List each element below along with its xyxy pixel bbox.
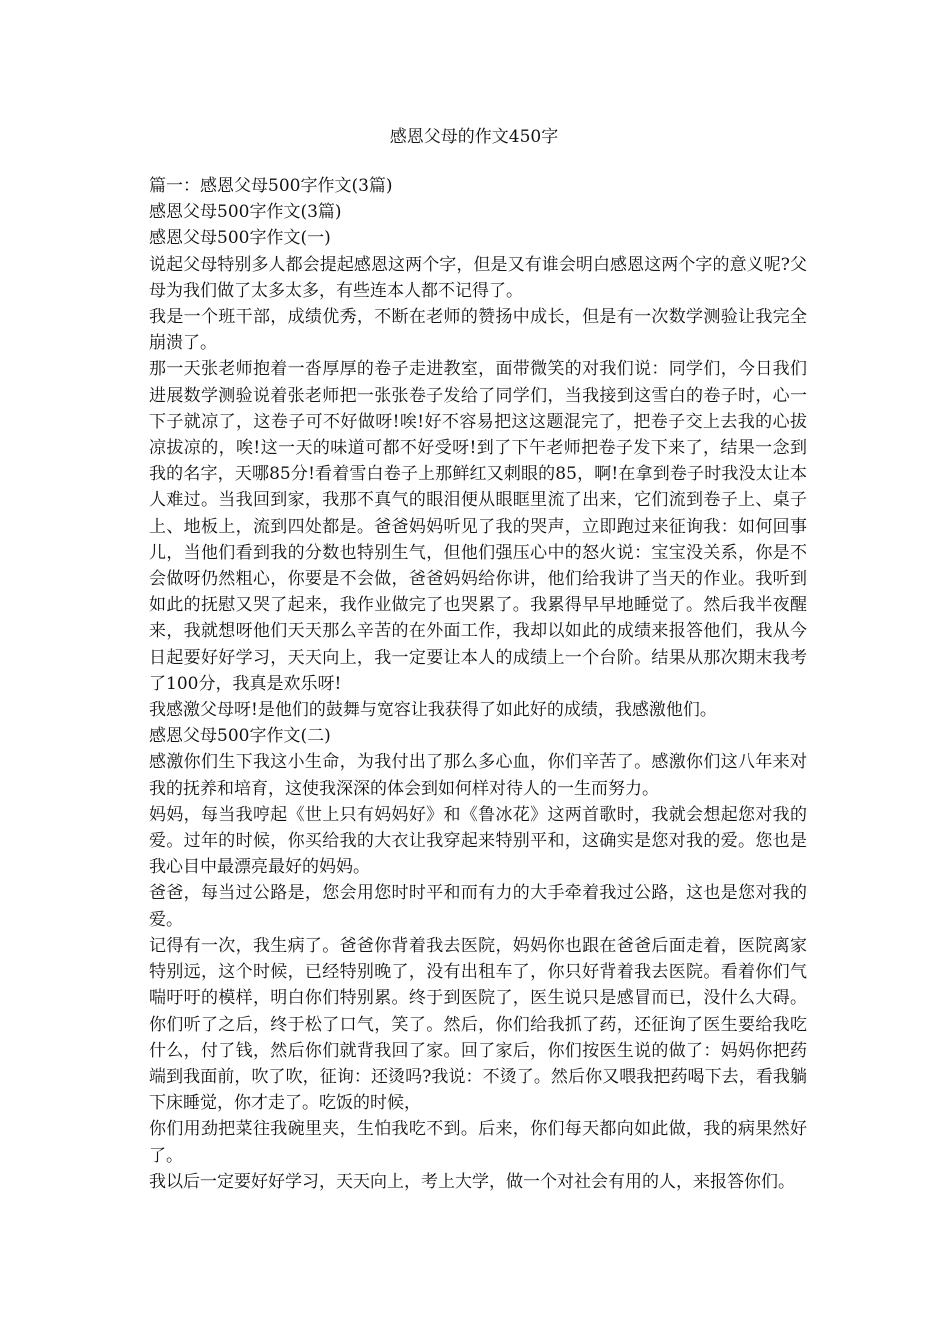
paragraph-essay-two-heading: 感恩父母500字作文(二) [149, 726, 331, 747]
paragraph: 我感激父母呀!是他们的鼓舞与宽容让我获得了如此好的成绩，我感激他们。 [149, 700, 717, 721]
paragraph: 说起父母特别多人都会提起感恩这两个字，但是又有谁会明白感恩这两个字的意义呢?父母为我们做了太多太多，有些连本人都不记得了。 [149, 254, 807, 301]
paragraph: 爸爸，每当过公路是，您会用您时时平和而有力的大手牵着我过公路，这也是您对我的爱。 [149, 883, 807, 930]
paragraph: 记得有一次，我生病了。爸爸你背着我去医院，妈妈你也跟在爸爸后面走着，医院离家特别远，这个时候，已经特别晚了，没有出租车了，你只好背着我去医院。看着你们气喘吁吁的模样，明白你们特别累。终于到医院了，医生说只是感冒而已，没什么大碍。你们听了之后，终于松了口气，笑了。然后，你们给我抓了药，还征询了医生要给我吃什么，付了钱，然后你们就背我回了家。回了家后，你们按医生说的做了：妈妈你把药端到我面前，吹了吹，征询：还烫吗?我说：不烫了。然后你又喂我把药喝下去，看我躺下床睡觉，你才走了。吃饭的时候， [149, 935, 807, 1114]
paragraph: 妈妈，每当我哼起《世上只有妈妈好》和《鲁冰花》这两首歌时，我就会想起您对我的爱。过年的时候，你买给我的大衣让我穿起来特别平和，这确实是您对我的爱。您也是我心目中最漂亮最好的妈妈。 [149, 804, 807, 878]
paragraph-essay-one-heading: 感恩父母500字作文(一) [149, 228, 331, 249]
paragraph-part-heading: 篇一：感恩父母500字作文(3篇) [149, 176, 393, 196]
paragraph: 感激你们生下我这小生命，为我付出了那么多心血，你们辛苦了。感激你们这八年来对我的抚养和培育，这使我深深的体会到如何样对待人的一生而努力。 [149, 752, 807, 799]
paragraph: 我以后一定要好好学习，天天向上，考上大学，做一个对社会有用的人，来报答你们。 [149, 1171, 795, 1192]
document-body [149, 173, 807, 1195]
paragraph: 你们用劲把菜往我碗里夹，生怕我吃不到。后来，你们每天都向如此做，我的病果然好了。 [149, 1119, 807, 1166]
document-title: 感恩父母的作文450字 [389, 127, 559, 147]
paragraph: 我是一个班干部，成绩优秀，不断在老师的赞扬中成长，但是有一次数学测验让我完全崩溃了。 [149, 307, 807, 354]
paragraph-subtitle: 感恩父母500字作文(3篇) [149, 202, 342, 223]
paragraph: 那一天张老师抱着一沓厚厚的卷子走进教室，面带微笑的对我们说：同学们，今日我们进展数学测验说着张老师把一张张卷子发给了同学们，当我接到这雪白的卷子时，心一下子就凉了，这卷子可不好做呀!唉!好不容易把这这题混完了，把卷子交上去我的心拔凉拔凉的，唉!这一天的味道可都不好受呀!到了下午老师把卷子发下来了，结果一念到我的名字，天哪85分!看着雪白卷子上那鲜红又刺眼的85，啊!在拿到卷子时我没太让本人难过。当我回到家，我那不真气的眼泪便从眼眶里流了出来，它们流到卷子上、桌子上、地板上，流到四处都是。爸爸妈妈听见了我的哭声，立即跑过来征询我：如何回事儿，当他们看到我的分数也特别生气，但他们强压心中的怒火说：宝宝没关系，你是不会做呀仍然粗心，你要是不会做，爸爸妈妈给你讲，他们给我讲了当天的作业。我听到如此的抚慰又哭了起来，我作业做完了也哭累了。我累得早早地睡觉了。然后我半夜醒来，我就想呀他们天天那么辛苦的在外面工作，我却以如此的成绩来报答他们，我从今日起要好好学习，天天向上，我一定要让本人的成绩上一个台阶。结果从那次期末我考了100分，我真是欢乐呀! [149, 359, 807, 694]
